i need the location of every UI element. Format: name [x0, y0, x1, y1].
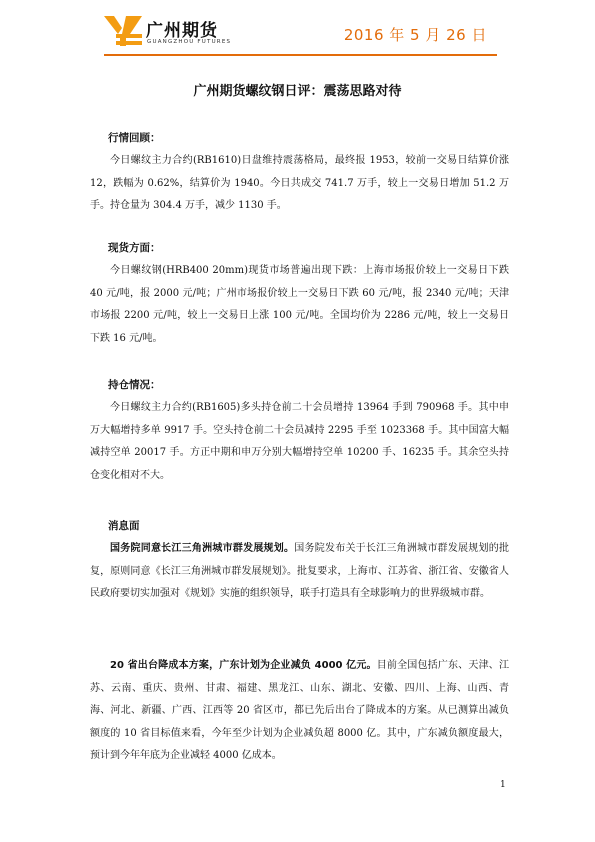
spot-paragraph: 今日螺纹钢(HRB400 20mm)现货市场普遍出现下跌：上海市场报价较上一交易日下跌 40 元/吨，报 2000 元/吨；广州市场报价较上一交易日下跌 60 元/吨，报 2340 元/吨；天津市场报 2200 元/吨，较上一交易日上涨 100 元/吨。全国均价为 2286 元/吨，较上一交易日下跌 16 元/吨。: [90, 265, 509, 344]
news-item-2-headline: 20 省出台降成本方案，广东计划为企业减负 4000 亿元。: [110, 660, 377, 671]
section-heading-market-review: 行情回顾：: [108, 132, 161, 144]
company-logo: [104, 14, 264, 50]
positions-paragraph: 今日螺纹主力合约(RB1605)多头持仓前二十会员增持 13964 手到 790968 手。其中申万大幅增持多单 9917 手。空头持仓前二十会员减持 2295 手至 1023368 手。其中国富大幅减持空单 20017 手。方正中期和申万分别大幅增持空单 10200 手、16235 手。其余空头持仓变化相对不大。: [90, 402, 509, 481]
logo-text-en: GUANGZHOU FUTURES: [147, 39, 232, 45]
news-item-2-body: 目前全国包括广东、天津、江苏、云南、重庆、贵州、甘肃、福建、黑龙江、山东、湖北、安徽、四川、上海、山西、青海、河北、新疆、广西、江西等 20 省区市，都已先后出台了降成本的方案。从已测算出减负额度的 10 省目标值来看，今年至少计划为企业减负超 8000 亿。其中，广东减负额度最大，预计到今年年底为企业减轻 4000 亿成本。: [90, 660, 509, 762]
page-number: 1: [500, 780, 506, 790]
news-item-1: [90, 538, 509, 606]
news-item-1-headline: 国务院同意长江三角洲城市群发展规划。: [110, 543, 295, 554]
report-date: 2016 年 5 月 26 日: [343, 26, 487, 44]
logo-mark-icon: [104, 14, 144, 48]
section-heading-spot: 现货方面：: [108, 242, 161, 254]
market-review-paragraph: 今日螺纹主力合约(RB1610)日盘维持震荡格局，最终报 1953，较前一交易日结算价涨 12，跌幅为 0.62%，结算价为 1940。今日共成交 741.7 万手，较上一交易日增加 51.2 万手。持仓量为 304.4 万手，减少 1130 手。: [90, 155, 509, 212]
news-item-1-body: 国务院发布关于长江三角洲城市群发展规划的批复，原则同意《长江三角洲城市群发展规划》。批复要求，上海市、江苏省、浙江省、安徽省人民政府要切实加强对《规划》实施的组织领导，联手打造具有全球影响力的世界级城市群。: [90, 543, 510, 600]
page-title: 广州期货螺纹钢日评：震荡思路对待: [193, 84, 402, 99]
section-heading-positions: 持仓情况：: [108, 379, 161, 391]
page-header: [0, 0, 595, 56]
logo-text-cn: 广州期货: [146, 21, 218, 41]
news-item-2: [90, 655, 509, 768]
section-heading-news: 消息面: [108, 520, 140, 532]
header-divider: [104, 54, 497, 56]
